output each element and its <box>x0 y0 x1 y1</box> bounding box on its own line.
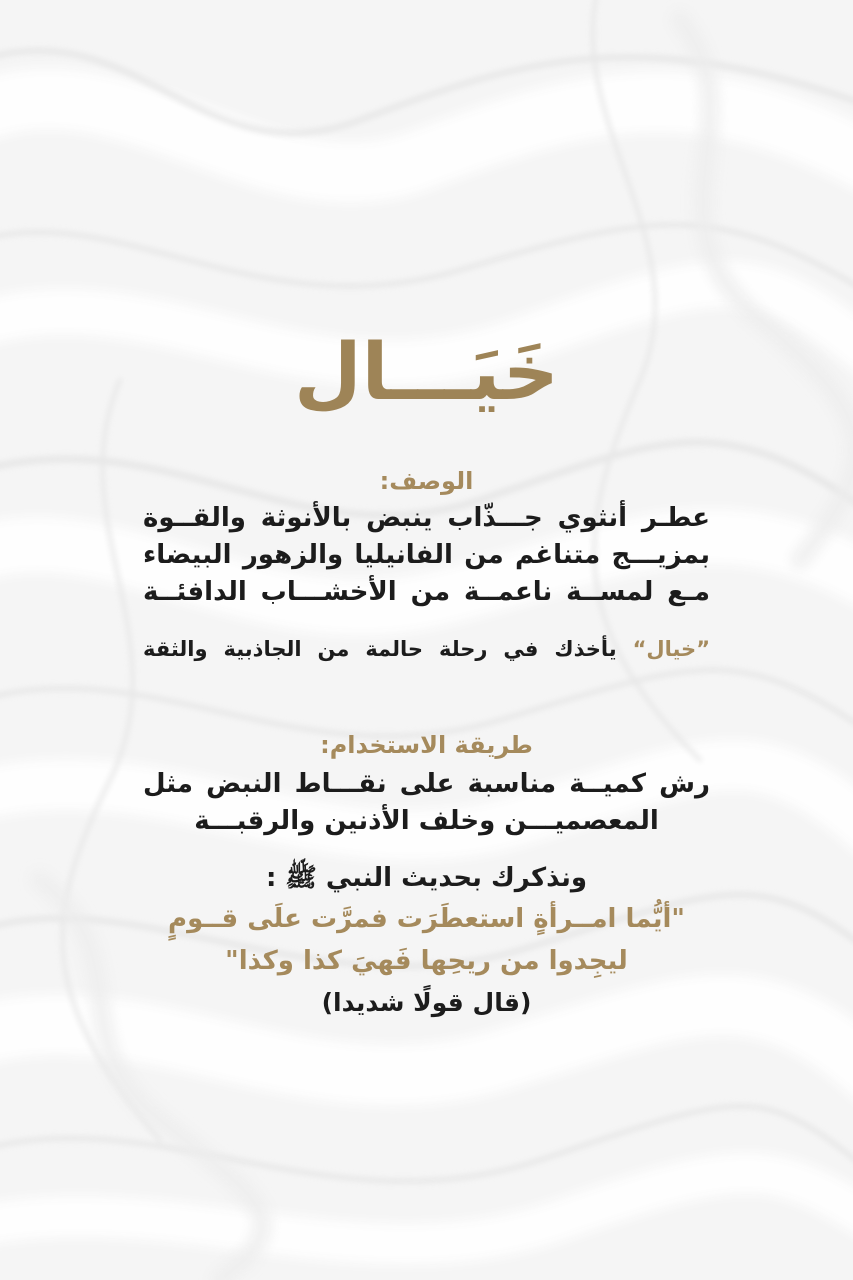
usage-line: رش كميــة مناسبة على نقـــاط النبض مثل <box>143 769 710 799</box>
hadith-intro: ونذكرك بحديث النبي ﷺ : <box>265 863 588 893</box>
usage-label: طريقة الاستخدام: <box>320 731 533 759</box>
usage-block <box>143 766 710 840</box>
tagline-text: يأخذك في رحلة حالمة من الجاذبية والثقة <box>143 637 633 661</box>
tagline-accent: ”خيال“ <box>632 637 710 661</box>
product-title: خَيَـــال <box>293 328 559 418</box>
description-line: مـع لمســة ناعمــة من الأخشـــاب الدافئــة <box>143 577 710 607</box>
description-line: عطـر أنثوي جـــذّاب ينبض بالأنوثة والقــوة <box>143 503 710 533</box>
description-label: الوصف: <box>379 467 474 495</box>
description-line: بمزيـــج متناغم من الفانيليا والزهور البيضاء <box>143 540 710 570</box>
hadith-quote <box>0 898 853 982</box>
hadith-line: "أيُّما امــرأةٍ استعطَرَت فمرَّت علَى قــومٍ <box>168 904 685 934</box>
description-block <box>143 500 710 611</box>
tagline <box>143 632 710 666</box>
usage-line: المعصميـــن وخلف الأذنين والرقبـــة <box>194 806 659 836</box>
hadith-note: (قال قولًا شديدا) <box>321 988 532 1017</box>
hadith-line: ليجِدوا من ريحِها فَهيَ كذا وكذا" <box>225 946 628 976</box>
